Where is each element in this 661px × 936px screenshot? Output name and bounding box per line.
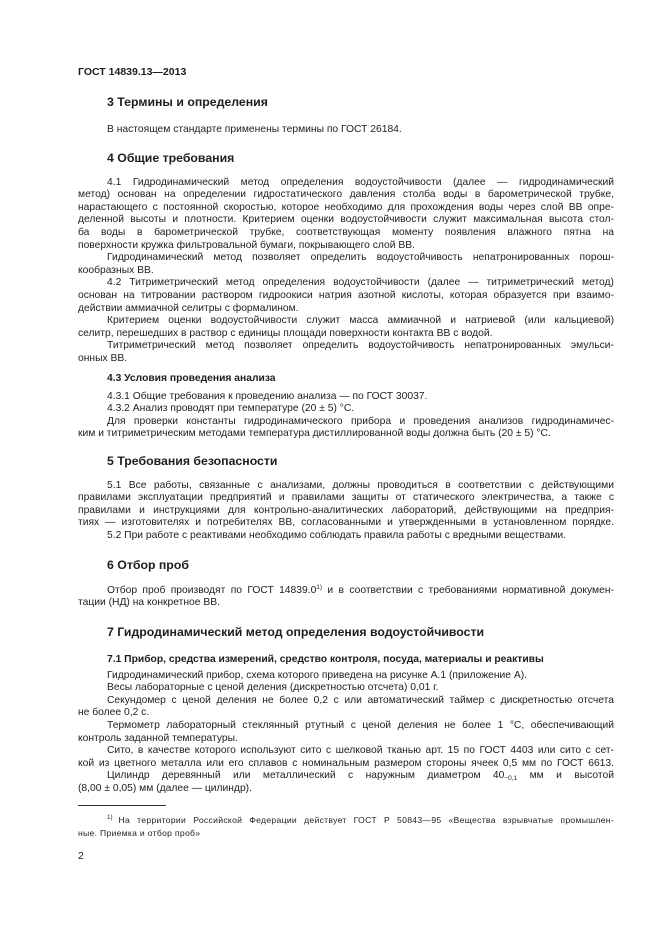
paragraph-line: деленной высоты и плотности. Критерием оценки водоустойчивости служит максимальная высота стол- [78, 214, 614, 226]
section-5-body [78, 480, 614, 543]
line-text: Отбор проб производят по ГОСТ 14839.0 [107, 584, 317, 596]
page-number: 2 [78, 850, 84, 862]
paragraph-line: В настоящем стандарте применены термины по ГОСТ 26184. [107, 123, 402, 135]
section-4-title: 4 Общие требования [107, 150, 235, 165]
section-6-body [78, 585, 614, 610]
document-number: ГОСТ 14839.13—2013 [78, 65, 187, 78]
subsection-7-1-title: 7.1 Прибор, средства измерений, средство контроля, посуда, материалы и реактивы [107, 653, 544, 665]
paragraph-line: тиях — изготовителях и потребителях ВВ, согласованными и утвержденными в установленном порядке. [78, 517, 614, 529]
footnote-reference: 1) [316, 583, 323, 591]
paragraph-line: действии аммиачной селитры с формалином. [78, 302, 299, 314]
paragraph-line: онных ВВ. [78, 353, 128, 364]
paragraph-line [78, 585, 614, 598]
paragraph-line: метод) основан на определении гидростатического давления столба воды в барометрической трубке, [78, 189, 614, 201]
line-text: мм и высотой [517, 770, 614, 782]
line-text: и в соответствии с требованиями нормативной докумен- [322, 584, 614, 596]
paragraph-line: основан на титровании раствором гидроокиси натрия азотной кислоты, которая образуется при взаимо- [78, 290, 614, 302]
paragraph-line: 5.1 Все работы, связанные с анализами, должны проводиться в соответствии с действующими [107, 479, 614, 491]
paragraph-line: 4.3.1 Общие требования к проведению анализа — по ГОСТ 30037. [107, 390, 428, 402]
footnote-mark: 1) [107, 813, 113, 821]
line-text: Цилиндр деревянный или металлический с наружным диаметром 40 [107, 770, 505, 782]
paragraph-line: 4.1 Гидродинамический метод определения водоустойчивости (далее — гидродинамический [107, 176, 614, 188]
subsection-4-3-title: 4.3 Условия проведения анализа [107, 372, 276, 384]
section-3-title: 3 Термины и определения [107, 94, 268, 109]
section-7-title: 7 Гидродинамический метод определения водоустойчивости [107, 624, 485, 639]
paragraph-line: 4.2 Титриметрический метод определения водоустойчивости (далее — титриметрический метод) [107, 277, 614, 289]
footnote-text: На территории Российской Федерации действует ГОСТ Р 50843—95 «Вещества взрывчатые промышлен- [118, 814, 614, 825]
section-3-body [78, 124, 614, 137]
paragraph-line: ким и титриметрическим методами температура дистиллированной воды должна быть (20 ± 5) °C. [78, 428, 551, 440]
paragraph-line: Секундомер с ценой деления не более 0,2 с или автоматический таймер с дискретностью отсчета [107, 694, 614, 706]
footnote [78, 814, 614, 840]
paragraph-line: Критерием оценки водоустойчивости служит масса аммиачной и натриевой (или кальциевой) [107, 315, 614, 327]
paragraph-line: контроль заданной температуры. [78, 732, 238, 744]
paragraph-line: Для проверки константы гидродинамического прибора и проведения анализов гидродинамичес- [107, 415, 614, 427]
diameter-tolerance: −0,1 [504, 775, 518, 783]
section-5-title: 5 Требования безопасности [107, 453, 278, 468]
footnote-line: ные. Приемка и отбор проб» [78, 827, 201, 838]
paragraph-line: Весы лабораторные с ценой деления (дискретностью отсчета) 0,01 г. [107, 682, 439, 694]
subsection-7-1-body [78, 670, 614, 796]
paragraph-line: кой из цветного металла или его сплавов с номинальным размером стороны ячеек 0,5 мм по ГОСТ 6613. [78, 757, 614, 769]
paragraph-line: не более 0,2 с. [78, 707, 150, 719]
paragraph-line: Термометр лабораторный стеклянный ртутный с ценой деления не более 1 °C, обеспечивающий [107, 720, 614, 732]
paragraph-line: нарастающего с постоянной скоростью, которое необходимо для прохождения воды через слой ВВ опре- [78, 201, 614, 213]
paragraph-line: 5.2 При работе с реактивами необходимо соблюдать правила работы с вредными веществами. [107, 530, 567, 542]
paragraph-line [78, 770, 614, 783]
paragraph-line: Сито, в качестве которого используют сито с шелковой тканью арт. 15 по ГОСТ 4403 или сито с сет- [107, 745, 614, 757]
footnote-line [78, 814, 614, 827]
section-6-title: 6 Отбор проб [107, 557, 189, 572]
paragraph-line: селитр, перешедших в раствор с единицы площади поверхности контакта ВВ с водой. [78, 327, 493, 339]
paragraph-line: (8,00 ± 0,05) мм (далее — цилиндр). [78, 783, 252, 795]
paragraph-line: правилами эксплуатации предприятий и правилами защиты от статического электричества, а также с [78, 492, 614, 504]
paragraph-line: Гидродинамический метод позволяет определить водоустойчивость непатронированных порош- [107, 252, 614, 264]
footnote-separator [78, 805, 166, 806]
paragraph-line: 4.3.2 Анализ проводят при температуре (20 ± 5) °C. [107, 403, 355, 415]
subsection-4-3-body [78, 391, 614, 441]
paragraph-line: кообразных ВВ. [78, 264, 154, 276]
paragraph-line: правилами и инструкциями для контрольно-аналитических лабораторий, действующими на предприя- [78, 504, 614, 516]
paragraph-line: Титриметрический метод позволяет определить водоустойчивость непатронированных эмульси- [107, 340, 614, 352]
paragraph-line: Гидродинамический прибор, схема которого приведена на рисунке А.1 (приложение А). [107, 669, 528, 681]
paragraph-line: поверхности кружка фильтровальной бумаги, покрывающего слой ВВ. [78, 239, 415, 251]
section-4-body [78, 177, 614, 366]
paragraph-line: тации (НД) на конкретное ВВ. [78, 597, 220, 609]
paragraph-line: ба воды в барометрической трубке, соответствующая моменту появления влажного пятна на [78, 227, 614, 239]
